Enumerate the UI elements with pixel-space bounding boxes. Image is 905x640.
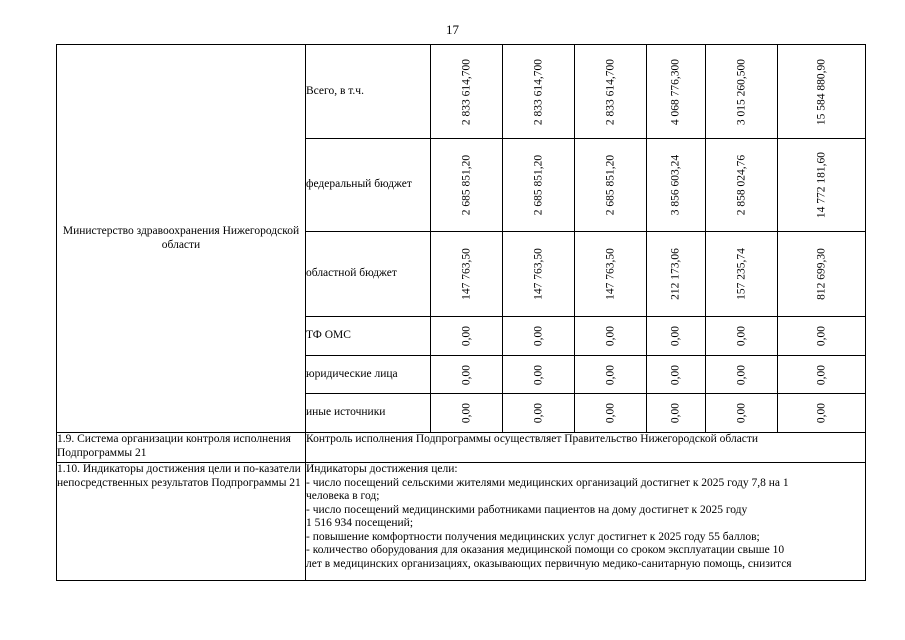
value-cell (431, 232, 503, 317)
value-cell (575, 394, 647, 433)
indicator-line: 1 516 934 посещений; (306, 517, 414, 529)
page-number: 17 (446, 22, 459, 37)
indicator-line: человека в год; (306, 490, 380, 502)
value-cell (706, 139, 778, 232)
value-text: 0,00 (669, 325, 682, 347)
value-text: 0,00 (531, 402, 544, 424)
value-cell (431, 317, 503, 356)
funding-table (56, 44, 866, 581)
value-cell (503, 394, 575, 433)
source-cell: юридические лица (306, 356, 431, 394)
source-cell: федеральный бюджет (306, 139, 431, 232)
value-text: 15 584 880,90 (814, 58, 827, 125)
value-cell (706, 394, 778, 433)
value-text: 0,00 (459, 364, 472, 385)
value-cell (778, 394, 866, 433)
indicator-line: Индикаторы достижения цели: (306, 463, 458, 475)
source-cell: ТФ ОМС (306, 317, 431, 356)
indicator-line: - число посещений медицинскими работниками пациентов на дому достигнет к 2025 году (306, 503, 748, 516)
value-text: 2 685 851,20 (603, 154, 616, 216)
value-text: 0,00 (531, 364, 544, 385)
section-1-9-label: 1.9. Система организации контроля исполнения Подпрограммы 21 (57, 433, 306, 463)
indicator-line: лет в медицинских организациях, оказывающих первичную медико-санитарную помощь, снизится (306, 557, 792, 570)
value-cell (575, 45, 647, 139)
value-text: 0,00 (669, 364, 682, 385)
value-cell (706, 45, 778, 139)
section-1-9-text: Контроль исполнения Подпрограммы осуществляет Правительство Нижегородской области (306, 433, 866, 463)
value-cell (431, 139, 503, 232)
value-text: 0,00 (603, 325, 616, 347)
value-cell (706, 317, 778, 356)
funding-row (57, 45, 866, 139)
value-text: 2 833 614,700 (603, 58, 616, 125)
value-cell (778, 317, 866, 356)
value-cell (706, 356, 778, 394)
value-text: 0,00 (734, 325, 747, 347)
indicator-line: - число посещений сельскими жителями медицинских организаций достигнет к 2025 году 7,8 на 1 (306, 476, 789, 489)
value-cell (647, 317, 706, 356)
value-text: 0,00 (459, 325, 472, 347)
value-text: 147 763,50 (603, 248, 616, 300)
value-cell (503, 356, 575, 394)
value-cell (647, 45, 706, 139)
value-cell (503, 317, 575, 356)
value-text: 0,00 (669, 402, 682, 424)
value-cell (575, 356, 647, 394)
value-cell (647, 139, 706, 232)
value-cell (647, 356, 706, 394)
value-text: 147 763,50 (459, 248, 472, 300)
indicator-line: - количество оборудования для оказания медицинской помощи со сроком эксплуатации свыше 10 (306, 544, 785, 556)
section-1-10-row (57, 463, 866, 581)
value-cell (778, 45, 866, 139)
value-text: 4 068 776,300 (669, 58, 682, 125)
value-cell (706, 232, 778, 317)
source-cell: иные источники (306, 394, 431, 433)
value-text: 0,00 (814, 325, 827, 347)
value-text: 0,00 (603, 402, 616, 424)
value-cell (778, 232, 866, 317)
value-text: 3 015 260,500 (734, 58, 747, 125)
value-text: 14 772 181,60 (814, 151, 827, 219)
value-text: 3 856 603,24 (669, 154, 682, 216)
value-cell (778, 139, 866, 232)
value-text: 0,00 (734, 364, 747, 385)
value-text: 0,00 (734, 402, 747, 424)
value-text: 147 763,50 (531, 248, 544, 300)
value-text: 812 699,30 (814, 248, 827, 300)
value-cell (431, 356, 503, 394)
source-cell: областной бюджет (306, 232, 431, 317)
section-1-10-text (306, 463, 866, 581)
value-text: 2 685 851,20 (531, 154, 544, 216)
value-text: 157 235,74 (734, 248, 747, 300)
value-text: 0,00 (814, 364, 827, 385)
value-cell (503, 139, 575, 232)
value-text: 2 833 614,700 (459, 58, 472, 125)
value-cell (575, 317, 647, 356)
value-text: 0,00 (814, 402, 827, 424)
value-text: 0,00 (459, 402, 472, 424)
section-1-9-row (57, 433, 866, 463)
value-cell (647, 394, 706, 433)
indicator-line: - повышение комфортности получения медицинских услуг достигнет к 2025 году 55 баллов; (306, 530, 760, 543)
value-text: 0,00 (603, 364, 616, 385)
value-cell (647, 232, 706, 317)
value-text: 2 833 614,700 (531, 58, 544, 125)
value-cell (503, 232, 575, 317)
value-cell (431, 394, 503, 433)
value-cell (575, 232, 647, 317)
value-cell (431, 45, 503, 139)
organization-cell: Министерство здравоохранения Нижегородской области (57, 45, 306, 433)
value-text: 212 173,06 (669, 248, 682, 300)
section-1-10-label: 1.10. Индикаторы достижения цели и по-казатели непосредственных результатов Подпрограммы 21 (57, 463, 306, 581)
value-cell (778, 356, 866, 394)
value-cell (503, 45, 575, 139)
value-cell (575, 139, 647, 232)
value-text: 2 685 851,20 (459, 154, 472, 216)
source-cell: Всего, в т.ч. (306, 45, 431, 139)
value-text: 0,00 (531, 325, 544, 347)
value-text: 2 858 024,76 (734, 154, 747, 216)
